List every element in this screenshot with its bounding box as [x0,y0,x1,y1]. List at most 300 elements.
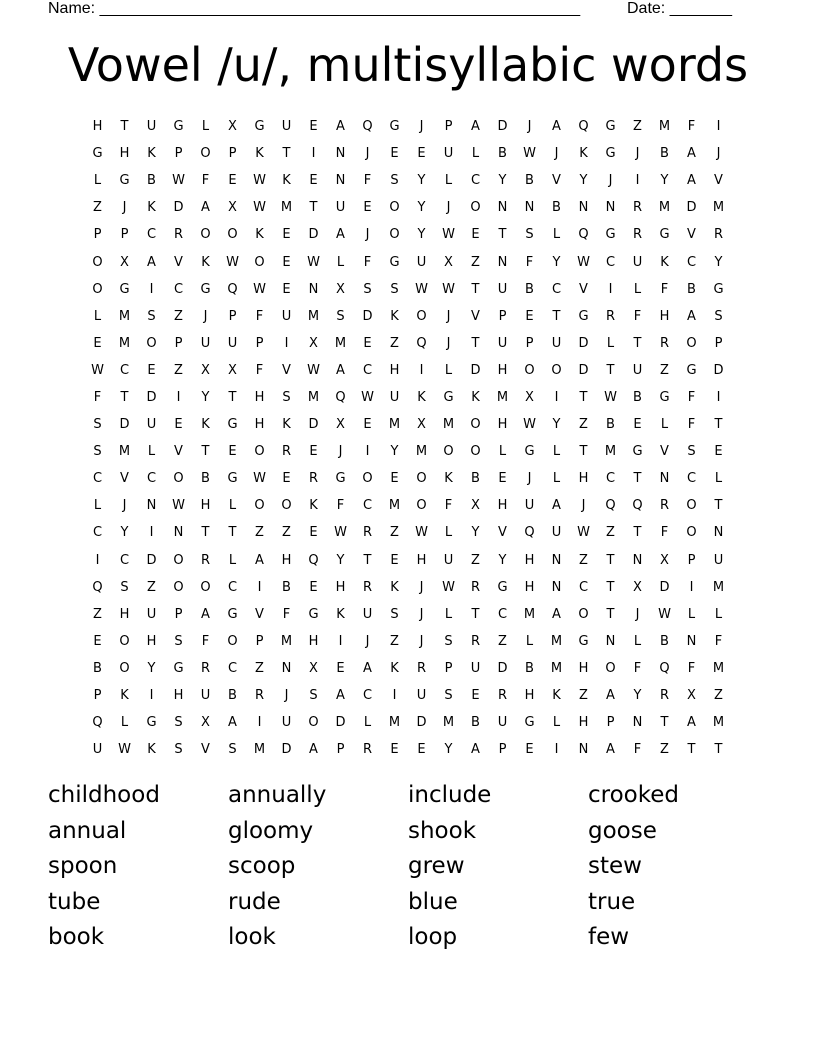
grid-letter[interactable]: W [442,579,455,595]
grid-letter[interactable]: P [444,660,453,676]
grid-letter[interactable]: R [713,227,724,243]
grid-letter[interactable]: B [498,146,507,162]
grid-letter[interactable]: Q [578,227,589,243]
grid-letter[interactable]: D [281,742,292,758]
grid-letter[interactable]: L [336,254,345,270]
grid-letter[interactable]: P [93,227,102,243]
grid-letter[interactable]: G [308,606,319,622]
grid-letter[interactable]: T [579,389,588,405]
grid-letter[interactable]: B [228,688,237,704]
grid-letter[interactable]: O [254,444,265,460]
grid-letter[interactable]: R [362,579,373,595]
grid-letter[interactable]: I [338,633,343,649]
grid-letter[interactable]: L [498,444,507,460]
grid-letter[interactable]: V [714,173,723,189]
grid-letter[interactable]: J [365,227,370,243]
grid-letter[interactable]: D [362,308,373,324]
grid-letter[interactable]: I [689,579,694,595]
grid-letter[interactable]: A [363,660,372,676]
grid-letter[interactable]: M [415,444,428,460]
grid-letter[interactable]: F [444,498,453,514]
grid-letter[interactable]: M [388,498,401,514]
grid-letter[interactable]: X [228,362,237,378]
grid-letter[interactable]: O [416,498,427,514]
grid-letter[interactable]: N [281,660,292,676]
grid-letter[interactable]: U [713,552,724,568]
grid-letter[interactable]: S [93,417,102,433]
grid-letter[interactable]: T [633,471,642,487]
grid-letter[interactable]: R [605,308,616,324]
grid-letter[interactable]: H [119,606,130,622]
grid-letter[interactable]: L [444,173,453,189]
grid-letter[interactable]: Y [417,173,426,189]
grid-letter[interactable]: L [633,633,642,649]
grid-letter[interactable]: W [415,281,428,297]
grid-letter[interactable]: K [309,498,318,514]
grid-letter[interactable]: R [497,688,508,704]
grid-letter[interactable]: S [309,688,318,704]
grid-letter[interactable]: F [687,119,696,135]
grid-letter[interactable]: P [444,119,453,135]
grid-letter[interactable]: R [632,227,643,243]
grid-letter[interactable]: G [497,579,508,595]
grid-letter[interactable]: W [442,281,455,297]
grid-letter[interactable]: G [92,146,103,162]
grid-letter[interactable]: V [687,227,696,243]
grid-letter[interactable]: I [554,389,559,405]
grid-letter[interactable]: E [93,633,102,649]
grid-letter[interactable]: L [714,471,723,487]
grid-letter[interactable]: J [419,606,424,622]
grid-letter[interactable]: C [146,471,157,487]
grid-letter[interactable]: Y [390,444,399,460]
grid-letter[interactable]: F [687,417,696,433]
grid-letter[interactable]: M [550,660,563,676]
grid-letter[interactable]: J [203,308,208,324]
grid-letter[interactable]: B [552,200,561,216]
grid-letter[interactable]: E [525,308,534,324]
grid-letter[interactable]: G [632,444,643,460]
grid-letter[interactable]: Y [552,254,561,270]
grid-letter[interactable]: I [149,688,154,704]
grid-letter[interactable]: Z [606,525,615,541]
grid-letter[interactable]: F [633,742,642,758]
grid-letter[interactable]: K [255,227,264,243]
grid-letter[interactable]: W [118,742,131,758]
grid-letter[interactable]: Z [255,525,264,541]
grid-letter[interactable]: P [120,227,129,243]
grid-letter[interactable]: H [146,633,157,649]
grid-letter[interactable]: D [173,200,184,216]
grid-letter[interactable]: J [554,146,559,162]
grid-letter[interactable]: X [309,335,318,351]
grid-letter[interactable]: H [578,471,589,487]
grid-letter[interactable]: T [633,335,642,351]
grid-letter[interactable]: W [253,173,266,189]
grid-letter[interactable]: O [92,281,103,297]
grid-letter[interactable]: G [443,389,454,405]
grid-letter[interactable]: Z [282,525,291,541]
grid-letter[interactable]: M [712,660,725,676]
grid-letter[interactable]: I [149,281,154,297]
grid-letter[interactable]: A [336,362,345,378]
grid-letter[interactable]: N [497,254,508,270]
grid-letter[interactable]: T [120,119,129,135]
grid-letter[interactable]: Y [336,552,345,568]
grid-letter[interactable]: I [257,715,262,731]
grid-letter[interactable]: U [92,742,103,758]
grid-letter[interactable]: B [660,633,669,649]
grid-letter[interactable]: U [551,525,562,541]
grid-letter[interactable]: G [200,281,211,297]
grid-letter[interactable]: D [686,200,697,216]
grid-letter[interactable]: N [605,633,616,649]
grid-letter[interactable]: N [578,200,589,216]
grid-letter[interactable]: O [470,417,481,433]
grid-letter[interactable]: D [578,335,589,351]
grid-letter[interactable]: J [635,146,640,162]
grid-letter[interactable]: W [226,254,239,270]
grid-letter[interactable]: C [470,173,481,189]
grid-letter[interactable]: I [311,146,316,162]
grid-letter[interactable]: M [388,715,401,731]
grid-letter[interactable]: D [308,227,319,243]
grid-letter[interactable]: W [172,173,185,189]
grid-letter[interactable]: G [713,281,724,297]
grid-letter[interactable]: M [442,417,455,433]
grid-letter[interactable]: H [578,660,589,676]
grid-letter[interactable]: Y [417,200,426,216]
grid-letter[interactable]: G [254,119,265,135]
grid-letter[interactable]: H [497,362,508,378]
grid-letter[interactable]: B [525,281,534,297]
grid-letter[interactable]: N [551,552,562,568]
grid-letter[interactable]: N [497,200,508,216]
grid-letter[interactable]: O [119,660,130,676]
grid-letter[interactable]: O [173,552,184,568]
grid-letter[interactable]: U [497,335,508,351]
grid-letter[interactable]: Z [579,688,588,704]
grid-letter[interactable]: E [282,471,291,487]
grid-letter[interactable]: E [633,417,642,433]
grid-letter[interactable]: P [498,742,507,758]
grid-letter[interactable]: U [281,308,292,324]
grid-letter[interactable]: E [390,742,399,758]
grid-letter[interactable]: U [416,688,427,704]
grid-letter[interactable]: B [525,173,534,189]
grid-letter[interactable]: B [201,471,210,487]
grid-letter[interactable]: E [390,146,399,162]
grid-letter[interactable]: V [282,362,291,378]
grid-letter[interactable]: M [712,715,725,731]
grid-letter[interactable]: K [255,146,264,162]
grid-letter[interactable]: K [282,173,291,189]
grid-letter[interactable]: E [228,444,237,460]
grid-letter[interactable]: K [579,146,588,162]
grid-letter[interactable]: U [497,281,508,297]
grid-letter[interactable]: X [309,660,318,676]
grid-letter[interactable]: E [363,335,372,351]
grid-letter[interactable]: N [173,525,184,541]
grid-letter[interactable]: T [498,227,507,243]
grid-letter[interactable]: S [147,308,156,324]
grid-letter[interactable]: A [201,606,210,622]
grid-letter[interactable]: B [93,660,102,676]
grid-letter[interactable]: U [335,200,346,216]
grid-letter[interactable]: Z [471,552,480,568]
grid-letter[interactable]: F [201,173,210,189]
grid-letter[interactable]: S [444,633,453,649]
grid-letter[interactable]: B [687,281,696,297]
grid-letter[interactable]: I [716,389,721,405]
grid-letter[interactable]: S [282,389,291,405]
grid-letter[interactable]: H [173,688,184,704]
grid-letter[interactable]: E [390,552,399,568]
grid-letter[interactable]: L [228,498,237,514]
grid-letter[interactable]: I [365,444,370,460]
grid-letter[interactable]: U [632,362,643,378]
grid-letter[interactable]: A [471,742,480,758]
grid-letter[interactable]: R [281,444,292,460]
grid-letter[interactable]: N [335,173,346,189]
grid-letter[interactable]: D [578,362,589,378]
grid-letter[interactable]: O [92,254,103,270]
grid-letter[interactable]: M [550,633,563,649]
grid-letter[interactable]: E [309,173,318,189]
grid-letter[interactable]: E [417,146,426,162]
grid-letter[interactable]: B [525,660,534,676]
grid-letter[interactable]: S [687,444,696,460]
grid-letter[interactable]: C [227,579,238,595]
grid-letter[interactable]: I [176,389,181,405]
grid-letter[interactable]: X [444,254,453,270]
grid-letter[interactable]: X [525,389,534,405]
grid-letter[interactable]: V [579,281,588,297]
grid-letter[interactable]: Y [201,389,210,405]
grid-letter[interactable]: L [363,715,372,731]
grid-letter[interactable]: W [91,362,104,378]
grid-letter[interactable]: P [174,335,183,351]
grid-letter[interactable]: X [228,119,237,135]
grid-letter[interactable]: W [523,146,536,162]
grid-letter[interactable]: L [471,146,480,162]
grid-letter[interactable]: J [581,498,586,514]
grid-letter[interactable]: G [146,715,157,731]
grid-letter[interactable]: N [524,200,535,216]
grid-letter[interactable]: D [470,362,481,378]
grid-letter[interactable]: S [390,281,399,297]
grid-letter[interactable]: C [551,281,562,297]
grid-letter[interactable]: O [389,227,400,243]
grid-letter[interactable]: J [365,146,370,162]
grid-letter[interactable]: O [551,362,562,378]
grid-letter[interactable]: M [712,579,725,595]
grid-letter[interactable]: O [470,200,481,216]
grid-letter[interactable]: U [443,146,454,162]
grid-letter[interactable]: B [606,417,615,433]
grid-letter[interactable]: L [444,362,453,378]
grid-letter[interactable]: O [686,498,697,514]
grid-letter[interactable]: C [605,254,616,270]
grid-letter[interactable]: Z [147,579,156,595]
grid-letter[interactable]: L [93,173,102,189]
grid-letter[interactable]: W [172,498,185,514]
grid-letter[interactable]: O [443,444,454,460]
grid-letter[interactable]: U [146,119,157,135]
grid-letter[interactable]: X [336,417,345,433]
grid-letter[interactable]: T [606,362,615,378]
grid-letter[interactable]: K [417,389,426,405]
grid-letter[interactable]: G [227,417,238,433]
grid-letter[interactable]: Z [579,417,588,433]
grid-letter[interactable]: W [658,606,671,622]
grid-letter[interactable]: R [362,742,373,758]
grid-letter[interactable]: P [525,335,534,351]
grid-letter[interactable]: Z [93,200,102,216]
grid-letter[interactable]: N [632,715,643,731]
grid-letter[interactable]: F [687,660,696,676]
grid-letter[interactable]: S [714,308,723,324]
grid-letter[interactable]: V [471,308,480,324]
grid-letter[interactable]: W [523,417,536,433]
grid-letter[interactable]: H [578,715,589,731]
grid-letter[interactable]: M [658,119,671,135]
grid-letter[interactable]: O [470,444,481,460]
grid-letter[interactable]: G [173,119,184,135]
grid-letter[interactable]: O [254,498,265,514]
grid-letter[interactable]: Q [92,715,103,731]
grid-letter[interactable]: V [552,173,561,189]
grid-letter[interactable]: R [200,660,211,676]
grid-letter[interactable]: J [527,471,532,487]
grid-letter[interactable]: G [389,254,400,270]
grid-letter[interactable]: T [714,498,723,514]
grid-letter[interactable]: T [606,579,615,595]
grid-letter[interactable]: I [257,579,262,595]
grid-letter[interactable]: C [227,660,238,676]
grid-letter[interactable]: T [471,335,480,351]
grid-letter[interactable]: K [147,146,156,162]
grid-letter[interactable]: S [93,444,102,460]
grid-letter[interactable]: G [605,146,616,162]
grid-letter[interactable]: E [309,119,318,135]
grid-letter[interactable]: C [119,552,130,568]
grid-letter[interactable]: P [228,146,237,162]
grid-letter[interactable]: I [716,119,721,135]
grid-letter[interactable]: Q [416,335,427,351]
grid-letter[interactable]: P [255,335,264,351]
grid-letter[interactable]: G [524,444,535,460]
grid-letter[interactable]: M [334,335,347,351]
grid-letter[interactable]: J [419,119,424,135]
grid-letter[interactable]: E [525,742,534,758]
grid-letter[interactable]: L [228,552,237,568]
grid-letter[interactable]: Z [390,525,399,541]
grid-letter[interactable]: O [200,146,211,162]
grid-letter[interactable]: J [284,688,289,704]
grid-letter[interactable]: R [362,525,373,541]
grid-letter[interactable]: C [686,471,697,487]
grid-letter[interactable]: D [146,552,157,568]
grid-letter[interactable]: H [119,146,130,162]
grid-letter[interactable]: E [147,362,156,378]
grid-letter[interactable]: K [390,308,399,324]
grid-letter[interactable]: G [173,660,184,676]
grid-letter[interactable]: T [201,525,210,541]
grid-letter[interactable]: P [606,715,615,731]
grid-letter[interactable]: H [524,552,535,568]
grid-letter[interactable]: V [174,254,183,270]
grid-letter[interactable]: G [605,227,616,243]
grid-letter[interactable]: H [335,579,346,595]
grid-letter[interactable]: R [173,227,184,243]
grid-letter[interactable]: C [362,498,373,514]
grid-letter[interactable]: Y [444,742,453,758]
grid-letter[interactable]: Z [633,119,642,135]
grid-letter[interactable]: R [659,688,670,704]
grid-letter[interactable]: A [687,308,696,324]
grid-letter[interactable]: M [118,444,131,460]
grid-letter[interactable]: P [228,308,237,324]
grid-letter[interactable]: Z [471,254,480,270]
grid-letter[interactable]: U [497,715,508,731]
grid-letter[interactable]: Q [227,281,238,297]
grid-letter[interactable]: L [444,525,453,541]
grid-letter[interactable]: I [284,335,289,351]
grid-letter[interactable]: Y [417,227,426,243]
grid-letter[interactable]: U [389,389,400,405]
grid-letter[interactable]: T [282,146,291,162]
grid-letter[interactable]: E [498,471,507,487]
grid-letter[interactable]: N [605,200,616,216]
grid-letter[interactable]: P [714,335,723,351]
grid-letter[interactable]: U [362,606,373,622]
grid-letter[interactable]: V [660,444,669,460]
grid-letter[interactable]: J [419,579,424,595]
grid-letter[interactable]: U [281,715,292,731]
grid-letter[interactable]: L [660,417,669,433]
grid-letter[interactable]: M [442,715,455,731]
grid-letter[interactable]: G [335,471,346,487]
grid-letter[interactable]: L [552,444,561,460]
grid-letter[interactable]: E [309,525,318,541]
grid-letter[interactable]: X [471,498,480,514]
grid-letter[interactable]: Q [605,498,616,514]
grid-letter[interactable]: C [362,362,373,378]
grid-letter[interactable]: R [659,498,670,514]
grid-letter[interactable]: S [444,688,453,704]
grid-letter[interactable]: J [635,606,640,622]
grid-letter[interactable]: M [118,308,131,324]
grid-letter[interactable]: P [687,552,696,568]
grid-letter[interactable]: J [122,200,127,216]
grid-letter[interactable]: H [524,579,535,595]
grid-letter[interactable]: P [255,633,264,649]
grid-letter[interactable]: G [524,715,535,731]
grid-letter[interactable]: V [120,471,129,487]
grid-letter[interactable]: O [254,254,265,270]
grid-letter[interactable]: T [552,308,561,324]
grid-letter[interactable]: K [147,742,156,758]
grid-letter[interactable]: W [307,362,320,378]
grid-letter[interactable]: Y [498,552,507,568]
grid-letter[interactable]: B [282,579,291,595]
grid-letter[interactable]: T [201,444,210,460]
grid-letter[interactable]: L [552,715,561,731]
grid-letter[interactable]: Z [660,362,669,378]
grid-letter[interactable]: A [255,552,264,568]
grid-letter[interactable]: J [446,308,451,324]
